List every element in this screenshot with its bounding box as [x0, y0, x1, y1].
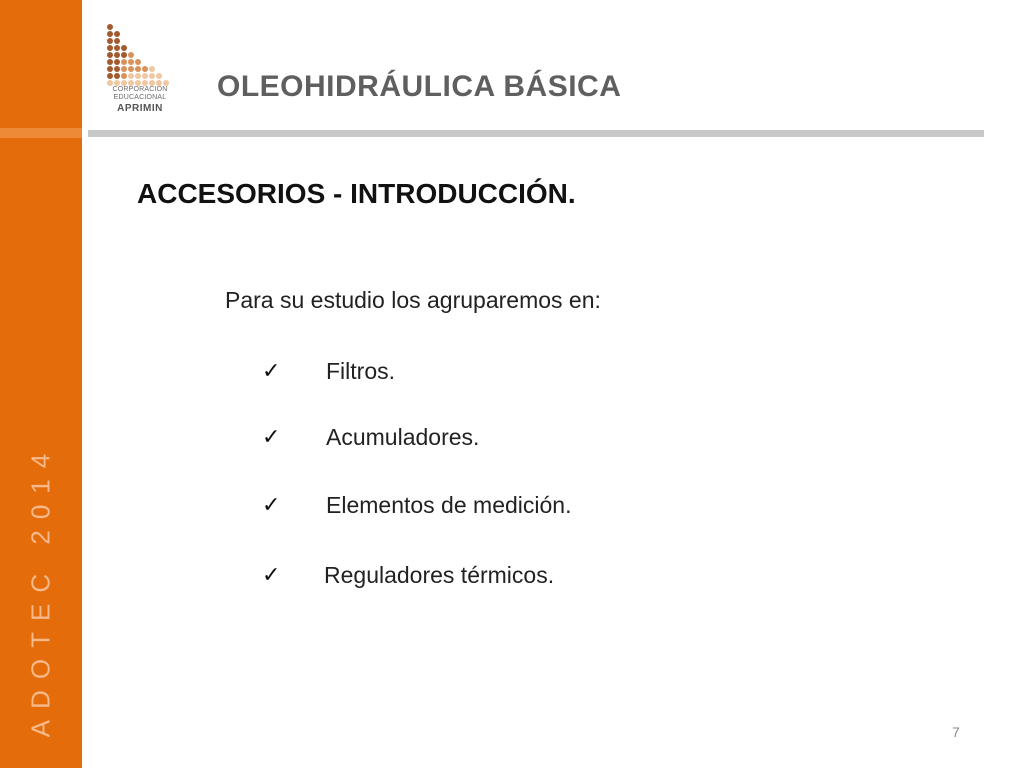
checkmark-icon: ✓: [262, 358, 281, 383]
slide-intro: Para su estudio los agruparemos en:: [225, 287, 601, 313]
list-item-label: Filtros.: [326, 358, 395, 384]
header-rule: [88, 130, 984, 137]
sidebar-stripe: [0, 128, 82, 138]
sidebar-vertical-text: ADOTEC 2014: [25, 442, 56, 738]
list-item-label: Elementos de medición.: [326, 492, 572, 518]
checkmark-icon: ✓: [262, 492, 281, 517]
sidebar: [0, 0, 82, 768]
checkmark-icon: ✓: [262, 562, 281, 587]
logo-brand: APRIMIN: [117, 103, 163, 114]
header-title: OLEOHIDRÁULICA BÁSICA: [217, 70, 622, 103]
slide-subtitle: ACCESORIOS - INTRODUCCIÓN.: [137, 178, 576, 209]
list-item-label: Acumuladores.: [326, 424, 480, 450]
checkmark-icon: ✓: [262, 424, 281, 449]
logo-text-line1: CORPORACION: [112, 86, 168, 93]
page-number: 7: [952, 724, 960, 740]
logo-text-line2: EDUCACIONAL: [113, 94, 167, 101]
list-item-label: Reguladores térmicos.: [324, 562, 555, 588]
